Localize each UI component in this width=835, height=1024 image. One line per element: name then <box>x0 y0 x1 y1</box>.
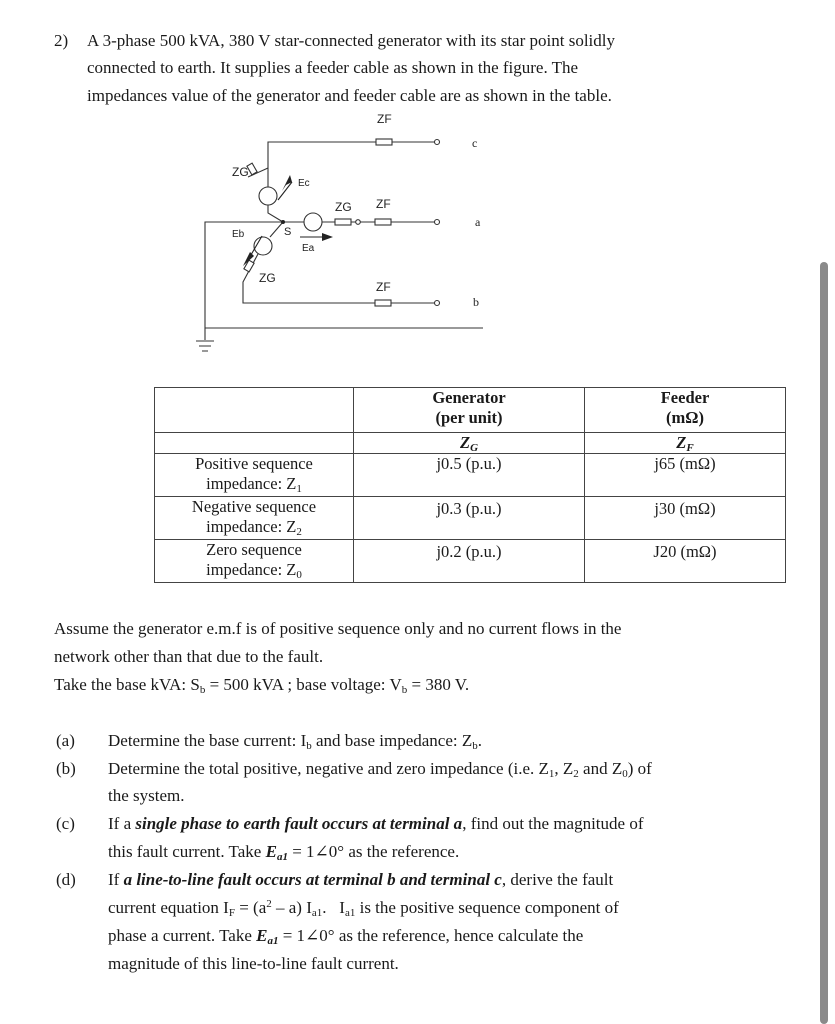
ec-label: Ec <box>298 178 310 189</box>
zf-bottom-label: ZF <box>376 280 391 294</box>
table-row <box>155 540 786 583</box>
zf-mid-label: ZF <box>376 197 391 211</box>
part-c-line-1: If a single phase to earth fault occurs at terminal a, find out the magnitude of <box>108 814 644 833</box>
generator-value: j0.5 (p.u.) <box>354 454 585 497</box>
table-row <box>155 454 786 497</box>
terminal-a-label: a <box>475 215 481 229</box>
arrow-ea <box>322 233 333 241</box>
part-b-label: (b) <box>56 759 76 778</box>
feeder-value: j30 (mΩ) <box>585 497 786 540</box>
table-header-row <box>155 388 786 433</box>
part-d-label: (d) <box>56 870 76 889</box>
circuit-diagram <box>0 0 835 380</box>
table-corner-cell <box>155 388 354 433</box>
terminal-c-label: c <box>472 136 478 150</box>
terminal-c-node <box>435 140 440 145</box>
zf-c-resistor <box>376 139 392 145</box>
zg-a-resistor <box>335 219 351 225</box>
zg-bottom-label: ZG <box>259 271 276 285</box>
feeder-value: j65 (mΩ) <box>585 454 786 497</box>
question-number: 2) <box>54 31 69 50</box>
zg-top-label: ZG <box>232 165 249 179</box>
zf-top-label: ZF <box>377 112 392 126</box>
assumption-line-1: Assume the generator e.m.f is of positive sequence only and no current flows in the <box>54 619 622 638</box>
feeder-header: Feeder (mΩ) <box>585 388 786 433</box>
assumption-line-2: network other than that due to the fault. <box>54 647 324 666</box>
generator-value: j0.3 (p.u.) <box>354 497 585 540</box>
part-d-line-3: phase a current. Take $E_{a1}$ = 1∠0° as the reference, hence calculate the <box>108 926 584 947</box>
star-label: S <box>284 226 292 238</box>
terminal-a-node <box>435 220 440 225</box>
zf-a-resistor <box>375 219 391 225</box>
part-b-line-2: the system. <box>108 786 185 805</box>
generator-a-circle <box>304 213 322 231</box>
zf-b-resistor <box>375 300 391 306</box>
generator-c-circle <box>259 187 277 205</box>
table-row <box>155 497 786 540</box>
row-label: Positive sequence impedance: $Z_1$ <box>155 454 354 497</box>
part-b-line-1: Determine the total positive, negative and zero impedance (i.e. $Z_1$, $Z_2$ and $Z_0$) of <box>108 759 652 780</box>
earth-symbol <box>196 341 214 351</box>
part-c-label: (c) <box>56 814 75 833</box>
terminal-b-node <box>435 301 440 306</box>
part-a-text: Determine the base current: $I_b$ and base impedance: $Z_b$. <box>108 731 482 752</box>
impedance-table <box>154 387 786 583</box>
part-d-line-2: current equation $I_F = (a^2 - a)$ $I_{a1}$. $I_{a1}$ is the positive sequence component of <box>108 898 619 919</box>
part-d-line-1: If a line-to-line fault occurs at terminal b and terminal c, derive the fault <box>108 870 614 889</box>
table-symbol-row <box>155 433 786 454</box>
feeder-value: J20 (mΩ) <box>585 540 786 583</box>
generator-value: j0.2 (p.u.) <box>354 540 585 583</box>
row-label: Negative sequence impedance: $Z_2$ <box>155 497 354 540</box>
terminal-b-label: b <box>473 295 479 309</box>
intro-line-3: impedances value of the generator and feeder cable are as shown in the table. <box>87 86 612 105</box>
vertical-scrollbar[interactable] <box>820 262 828 1024</box>
row-label: Zero sequence impedance: $Z_0$ <box>155 540 354 583</box>
zg-mid-label: ZG <box>335 200 352 214</box>
assumption-line-3: Take the base kVA: $S_b = 500$ kVA ; base voltage: $V_b = 380$ V. <box>54 675 470 696</box>
feeder-symbol: $Z_F$ <box>585 433 786 454</box>
ea-label: Ea <box>302 243 315 254</box>
generator-symbol: $Z_G$ <box>354 433 585 454</box>
intro-line-2: connected to earth. It supplies a feeder cable as shown in the figure. The <box>87 58 579 77</box>
part-c-line-2: this fault current. Take $E_{a1}$ = 1∠0° as the reference. <box>108 842 460 863</box>
part-d-line-4: magnitude of this line-to-line fault current. <box>108 954 399 973</box>
eb-label: Eb <box>232 229 245 240</box>
generator-header: Generator (per unit) <box>354 388 585 433</box>
intro-line-1: A 3-phase 500 kVA, 380 V star-connected generator with its star point solidly <box>87 31 615 50</box>
part-a-label: (a) <box>56 731 75 750</box>
line-c <box>268 142 434 168</box>
